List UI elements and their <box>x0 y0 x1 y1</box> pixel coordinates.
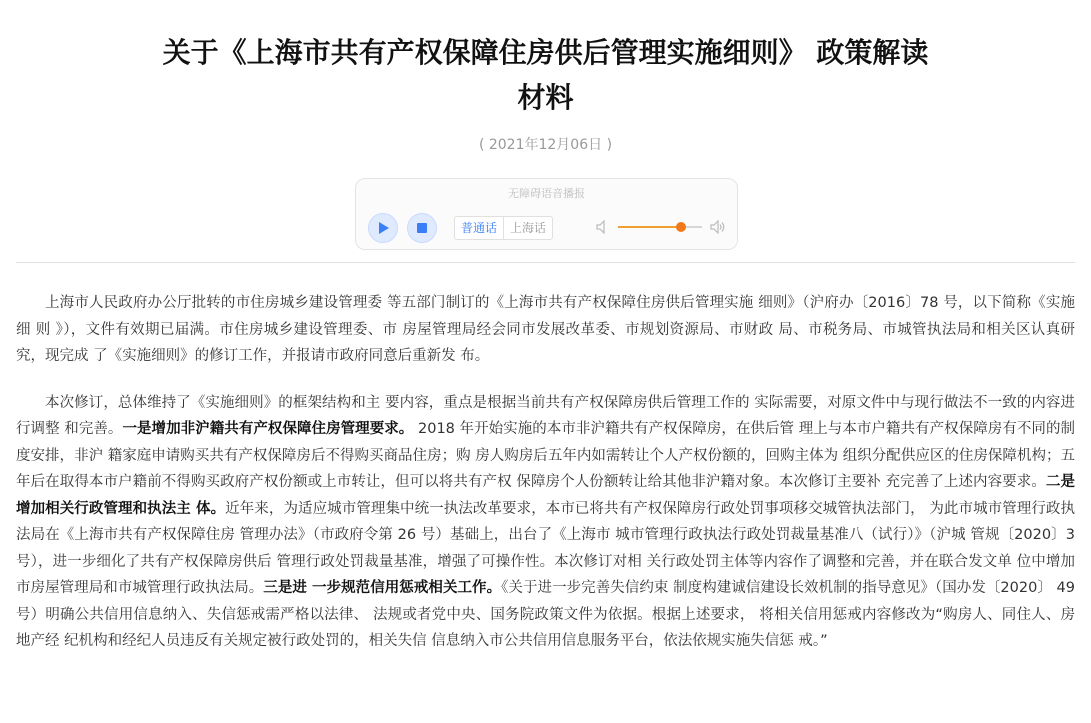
highlight-point-1: 一是增加非沪籍共有产权保障住房管理要求。 <box>122 421 414 437</box>
paragraph-2-text-1: 2018 年开始实施的本市非沪籍共有产权保障房，在供后管 理上与本市户籍共有产权保障房有不同的制度安排，非沪 籍家庭申请购买共有产权保障房后不得购买商品住房；购 房人购房后五年内如需转让个人产权份额的，回购主体为 组织分配供应区的住房保障机构；五年后在取得本市户籍前不得购买政府产权份额或上市转让，但可以将共有产权 保障房个人份额转让给其他非沪籍对象。本次修订主要补 充完善了上述内容要求。 <box>16 421 1075 490</box>
play-icon <box>379 222 389 234</box>
article-body <box>16 290 1075 675</box>
paragraph-2 <box>16 390 1075 655</box>
play-button[interactable] <box>368 213 398 243</box>
article-title-line1: 关于《上海市共有产权保障住房供后管理实施细则》 政策解读 <box>162 36 929 69</box>
publish-date: ( 2021年12月06日 ) <box>478 137 613 153</box>
language-switch <box>454 216 553 240</box>
article-title-line2: 材料 <box>517 81 574 114</box>
audio-player <box>355 178 738 250</box>
volume-slider-fill <box>618 226 681 228</box>
volume-high-icon[interactable] <box>710 220 726 234</box>
article-title <box>100 30 991 120</box>
divider <box>16 262 1075 263</box>
paragraph-2-text-2: 近年来，为适应城市管理集中统一执法改革要求，本市已将共有产权保障房行政处罚事项移交城管执法部门， 为此市城市管理行政执法局在《上海市共有产权保障住房 管理办法》（市政府令第 26 号）基础上，出台了《上海市 城市管理行政执法行政处罚裁量基准八（试行）》（沪城 管规〔2020〕3 号），进一步细化了共有产权保障房供后 管理行政处罚裁量基准，增强了可操作性。本次修订对相 关行政处罚主体等内容作了调整和完善，并在联合发文单 位中增加市房屋管理局和市城管理行政执法局。 <box>16 500 1076 596</box>
stop-icon <box>417 223 427 233</box>
lang-shanghai-button[interactable]: 上海话 <box>510 221 547 235</box>
stop-button[interactable] <box>407 213 437 243</box>
paragraph-2-text-3: 《关于进一步完善失信约束 制度构建诚信建设长效机制的指导意见》（国办发〔2020〕 49 号）明确公共信用信息纳入、失信惩戒需严格以法律、 法规或者党中央、国务院政策文件为依据。根据上述要求， 将相关信用惩戒内容修改为“购房人、同住人、房地产经 纪机构和经纪人员违反有关规定被行政处罚的，相关失信 信息纳入市公共信用信息服务平台，依法依规实施失信惩 戒。” <box>16 580 1076 649</box>
lang-mandarin-button[interactable]: 普通话 <box>455 217 504 239</box>
volume-slider-handle[interactable] <box>676 222 686 232</box>
player-label: 无障碍语音播报 <box>508 187 585 200</box>
paragraph-1: 上海市人民政府办公厅批转的市住房城乡建设管理委 等五部门制订的《上海市共有产权保障住房供后管理实施 细则》（沪府办〔2016〕78 号，以下简称《实施细 则 》），文件有效期已届满。市住房城乡建设管理委、市 房屋管理局经会同市发展改革委、市规划资源局、市财政 局、市税务局、市城管执法局和相关区认真研究，现完成 了《实施细则》的修订工作，并报请市政府同意后重新发 布。 <box>16 295 1075 364</box>
highlight-point-2: 二是增加相关行政管理和执法主 体。 <box>16 474 1076 517</box>
paragraph-2-intro: 本次修订，总体维持了《实施细则》的框架结构和主 要内容，重点是根据当前共有产权保障房供后管理工作的 实际需要，对原文件中与现行做法不一致的内容进行调整 和完善。 <box>16 394 1075 437</box>
highlight-point-3: 三是进 一步规范信用惩戒相关工作。 <box>263 580 502 596</box>
volume-low-icon[interactable] <box>596 220 612 234</box>
volume-slider[interactable] <box>618 226 702 228</box>
